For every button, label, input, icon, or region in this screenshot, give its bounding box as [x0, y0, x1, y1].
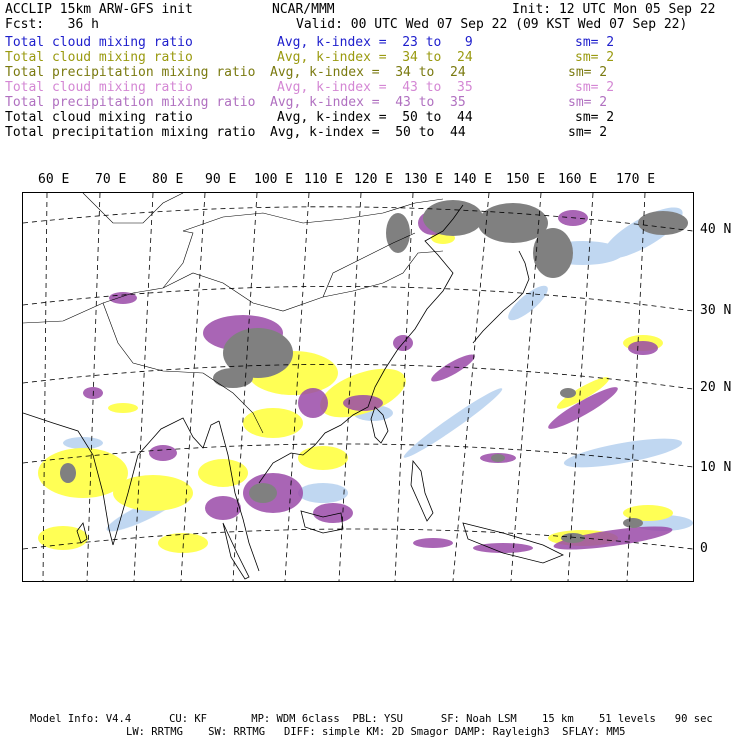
lon-label: 160 E	[558, 172, 598, 187]
legend-field: Total precipitation mixing ratio	[5, 125, 256, 140]
lon-label: 170 E	[616, 172, 656, 187]
legend-sm: sm= 2	[568, 65, 608, 80]
lon-label: 80 E	[152, 172, 184, 187]
legend-sm: sm= 2	[568, 95, 608, 110]
model-info: Model Info: V4.4 CU: KF MP: WDM 6class PBL: YSU SF: Noah LSM 15 km 51 levels 90 sec	[30, 713, 713, 725]
forecast-hour: Fcst: 36 h	[5, 17, 99, 32]
legend-sm: sm= 2	[575, 50, 615, 65]
legend-desc: Avg, k-index = 50 to 44	[270, 125, 466, 140]
institution-label: NCAR/MMM	[272, 2, 335, 17]
legend-field: Total cloud mixing ratio	[5, 110, 193, 125]
lat-label: 20 N	[700, 380, 732, 395]
legend-field: Total cloud mixing ratio	[5, 80, 193, 95]
legend-sm: sm= 2	[575, 35, 615, 50]
legend-desc: Avg, k-index = 34 to 24	[277, 50, 473, 65]
map-title: ACCLIP 15km ARW-GFS init	[5, 2, 193, 17]
legend-desc: Avg, k-index = 43 to 35	[277, 80, 473, 95]
legend-desc: Avg, k-index = 43 to 35	[270, 95, 466, 110]
legend-field: Total precipitation mixing ratio	[5, 95, 256, 110]
lon-label: 150 E	[506, 172, 546, 187]
lat-label: 40 N	[700, 222, 732, 237]
legend-desc: Avg, k-index = 50 to 44	[277, 110, 473, 125]
legend-field: Total cloud mixing ratio	[5, 35, 193, 50]
lon-label: 60 E	[38, 172, 70, 187]
lat-label: 30 N	[700, 303, 732, 318]
lat-label: 0	[700, 541, 708, 556]
init-time: Init: 12 UTC Mon 05 Sep 22	[512, 2, 716, 17]
lon-label: 110 E	[304, 172, 344, 187]
lon-label: 140 E	[453, 172, 493, 187]
valid-time: Valid: 00 UTC Wed 07 Sep 22 (09 KST Wed 07 Sep 22)	[296, 17, 688, 32]
map-panel	[22, 192, 694, 582]
legend-desc: Avg, k-index = 23 to 9	[277, 35, 473, 50]
legend-sm: sm= 2	[575, 80, 615, 95]
lon-label: 70 E	[95, 172, 127, 187]
legend-sm: sm= 2	[568, 125, 608, 140]
legend-desc: Avg, k-index = 34 to 24	[270, 65, 466, 80]
legend-field: Total cloud mixing ratio	[5, 50, 193, 65]
lon-label: 130 E	[404, 172, 444, 187]
lon-label: 100 E	[254, 172, 294, 187]
legend-field: Total precipitation mixing ratio	[5, 65, 256, 80]
lon-label: 90 E	[205, 172, 237, 187]
lon-label: 120 E	[354, 172, 394, 187]
lat-label: 10 N	[700, 460, 732, 475]
model-physics: LW: RRTMG SW: RRTMG DIFF: simple KM: 2D Smagor DAMP: Rayleigh3 SFLAY: MM5	[126, 726, 626, 738]
low-cloud-layer	[38, 232, 673, 553]
map-canvas	[23, 193, 693, 581]
legend-sm: sm= 2	[575, 110, 615, 125]
